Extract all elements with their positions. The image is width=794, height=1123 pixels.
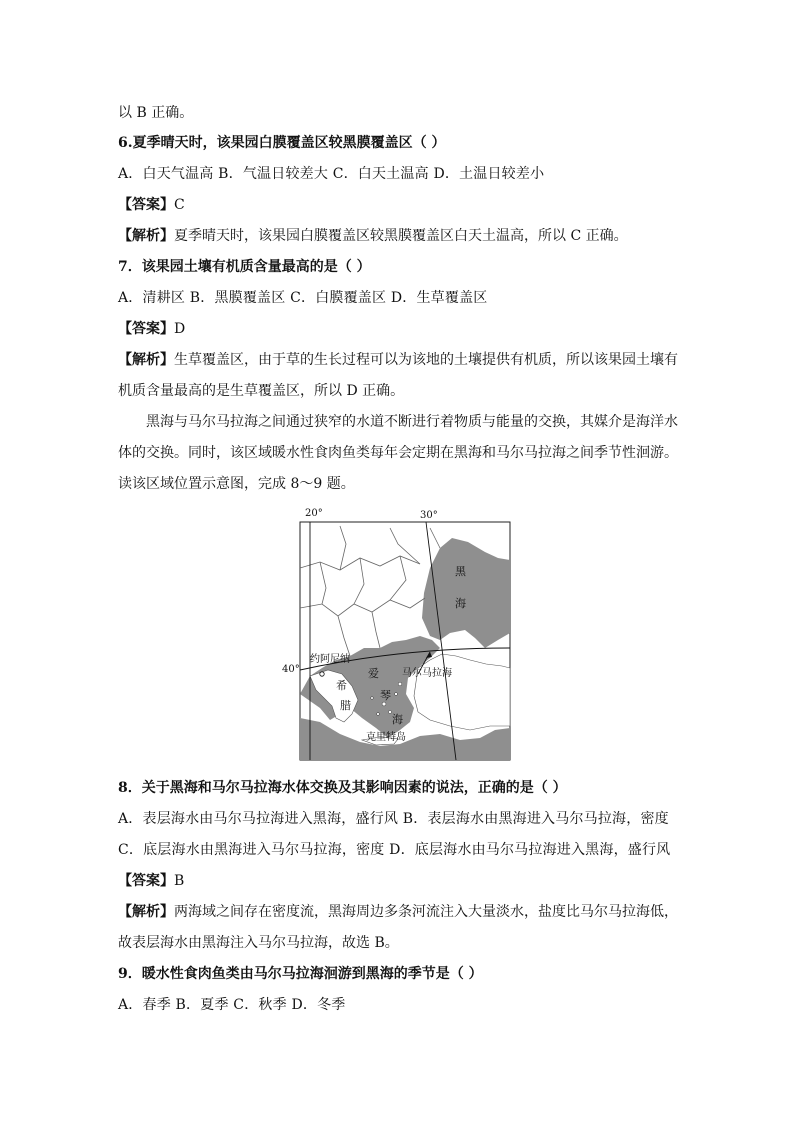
greece-label-1: 希: [336, 679, 347, 692]
aegean-label-1: 爱: [368, 667, 379, 680]
aegean-label-3: 海: [392, 713, 403, 726]
question-6-answer: [118, 195, 185, 215]
black-sea-label-1: 黑: [455, 565, 466, 578]
question-8-options-cd: C．底层海水由黑海进入马尔马拉海，密度 D．底层海水由马尔马拉海进入黑海，盛行风: [118, 842, 671, 858]
question-6: 6.夏季晴天时，该果园白膜覆盖区较黑膜覆盖区（ ）: [118, 135, 446, 151]
question-7-answer: [118, 319, 185, 339]
answer-tag: 【答案】: [118, 873, 174, 889]
region-map: [280, 508, 520, 764]
question-6-explanation: [118, 226, 628, 246]
answer-tag: 【答案】: [118, 321, 174, 337]
explanation-text: 两海域之间存在密度流，黑海周边多条河流注入大量淡水，盐度比马尔马拉海低，: [174, 904, 678, 920]
aegean-label-2: 琴: [380, 689, 391, 702]
paragraph-line: 以 B 正确。: [118, 105, 194, 121]
question-7: 7．该果园土壤有机质含量最高的是（ ）: [118, 259, 371, 275]
question-8-options-ab: A．表层海水由马尔马拉海进入黑海，盛行风 B．表层海水由黑海进入马尔马拉海，密度: [118, 811, 669, 827]
answer-tag: 【答案】: [118, 197, 174, 213]
answer-value: D: [174, 321, 186, 337]
answer-value: B: [174, 873, 185, 889]
greece-label-2: 腊: [340, 699, 351, 712]
intro-paragraph-cont: 读该区域位置示意图，完成 8～9 题。: [118, 476, 355, 492]
question-8-explanation: [118, 902, 678, 922]
latitude-40-label: 40°: [282, 664, 300, 675]
explanation-text: 夏季晴天时，该果园白膜覆盖区较黑膜覆盖区白天土温高，所以 C 正确。: [174, 228, 628, 244]
turkey-land: [414, 654, 510, 730]
intro-paragraph-cont: 体的交换。同时，该区域暖水性食肉鱼类每年会定期在黑海和马尔马拉海之间季节性洄游。: [118, 445, 678, 461]
question-9: 9．暖水性食肉鱼类由马尔马拉海洄游到黑海的季节是（ ）: [118, 966, 483, 982]
question-7-explanation: [118, 350, 678, 370]
question-8: 8．关于黑海和马尔马拉海水体交换及其影响因素的说法，正确的是（ ）: [118, 780, 567, 796]
ioannina-marker: [320, 672, 324, 676]
question-6-options: A．白天气温高 B．气温日较差大 C．白天土温高 D．土温日较差小: [118, 166, 545, 182]
explanation-tag: 【解析】: [118, 228, 174, 244]
question-8-answer: [118, 871, 184, 891]
answer-value: C: [174, 197, 185, 213]
intro-paragraph: 黑海与马尔马拉海之间通过狭窄的水道不断进行着物质与能量的交换，其媒介是海洋水: [146, 414, 678, 430]
black-sea-label-2: 海: [455, 597, 466, 610]
explanation-text: 生草覆盖区，由于草的生长过程可以为该地的土壤提供有机质，所以该果园土壤有: [174, 352, 678, 368]
explanation-tag: 【解析】: [118, 352, 174, 368]
longitude-20-label: 20°: [305, 508, 323, 519]
marmara-label: 马尔马拉海: [402, 668, 452, 679]
explanation-tag: 【解析】: [118, 904, 174, 920]
longitude-30-label: 30°: [420, 510, 438, 521]
crete-label: 克里特岛: [366, 732, 406, 743]
question-8-explanation-cont: 故表层海水由黑海注入马尔马拉海，故选 B。: [118, 935, 399, 951]
question-7-options: A．清耕区 B．黑膜覆盖区 C．白膜覆盖区 D．生草覆盖区: [118, 290, 488, 306]
ioannina-label: 约阿尼纳: [310, 654, 350, 665]
question-7-explanation-cont: 机质含量最高的是生草覆盖区，所以 D 正确。: [118, 383, 405, 399]
question-9-options: A．春季 B．夏季 C．秋季 D．冬季: [118, 997, 346, 1013]
